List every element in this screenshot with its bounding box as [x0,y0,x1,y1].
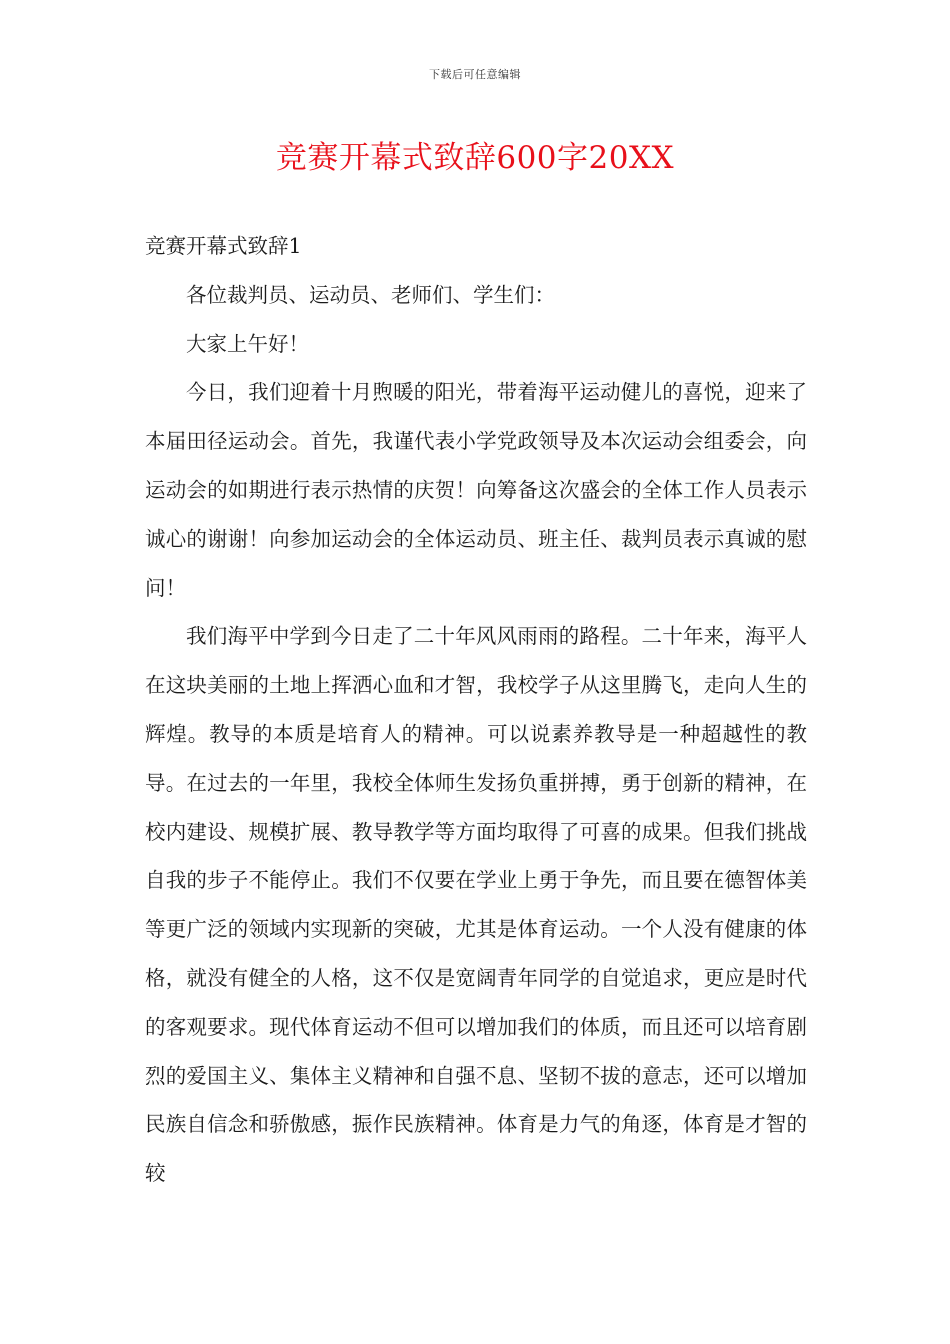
section-heading: 竞赛开幕式致辞1 [145,234,302,258]
document-title: 竞赛开幕式致辞600字20XX [275,140,675,176]
salutation-paragraph: 各位裁判员、运动员、老师们、学生们： [186,282,555,307]
header-note: 下载后可任意编辑 [429,68,521,81]
body-paragraph: 今日，我们迎着十月煦暖的阳光，带着海平运动健儿的喜悦，迎来了本届田径运动会。首先，我谨代表小学党政领导及本次运动会组委会，向运动会的如期进行表示热情的庆贺！向筹备这次盛会的全体工作人员表示诚心的谢谢！向参加运动会的全体运动员、班主任、裁判员表示真诚的慰问！ [145,380,807,600]
greeting-paragraph: 大家上午好！ [186,331,309,356]
body-paragraph: 我们海平中学到今日走了二十年风风雨雨的路程。二十年来，海平人在这块美丽的土地上挥洒心血和才智，我校学子从这里腾飞，走向人生的辉煌。教导的本质是培育人的精神。可以说素养教导是一种超越性的教导。在过去的一年里，我校全体师生发扬负重拼搏，勇于创新的精神，在校内建设、规模扩展、教导教学等方面均取得了可喜的成果。但我们挑战自我的步子不能停止。我们不仅要在学业上勇于争先，而且要在德智体美等更广泛的领域内实现新的突破，尤其是体育运动。一个人没有健康的体格，就没有健全的人格，这不仅是宽阔青年同学的自觉追求，更应是时代的客观要求。现代体育运动不但可以增加我们的体质，而且还可以培育剧烈的爱国主义、集体主义精神和自强不息、坚韧不拔的意志，还可以增加民族自信念和骄傲感，振作民族精神。体育是力气的角逐，体育是才智的较 [145,624,807,1186]
document-body [145,222,807,1198]
